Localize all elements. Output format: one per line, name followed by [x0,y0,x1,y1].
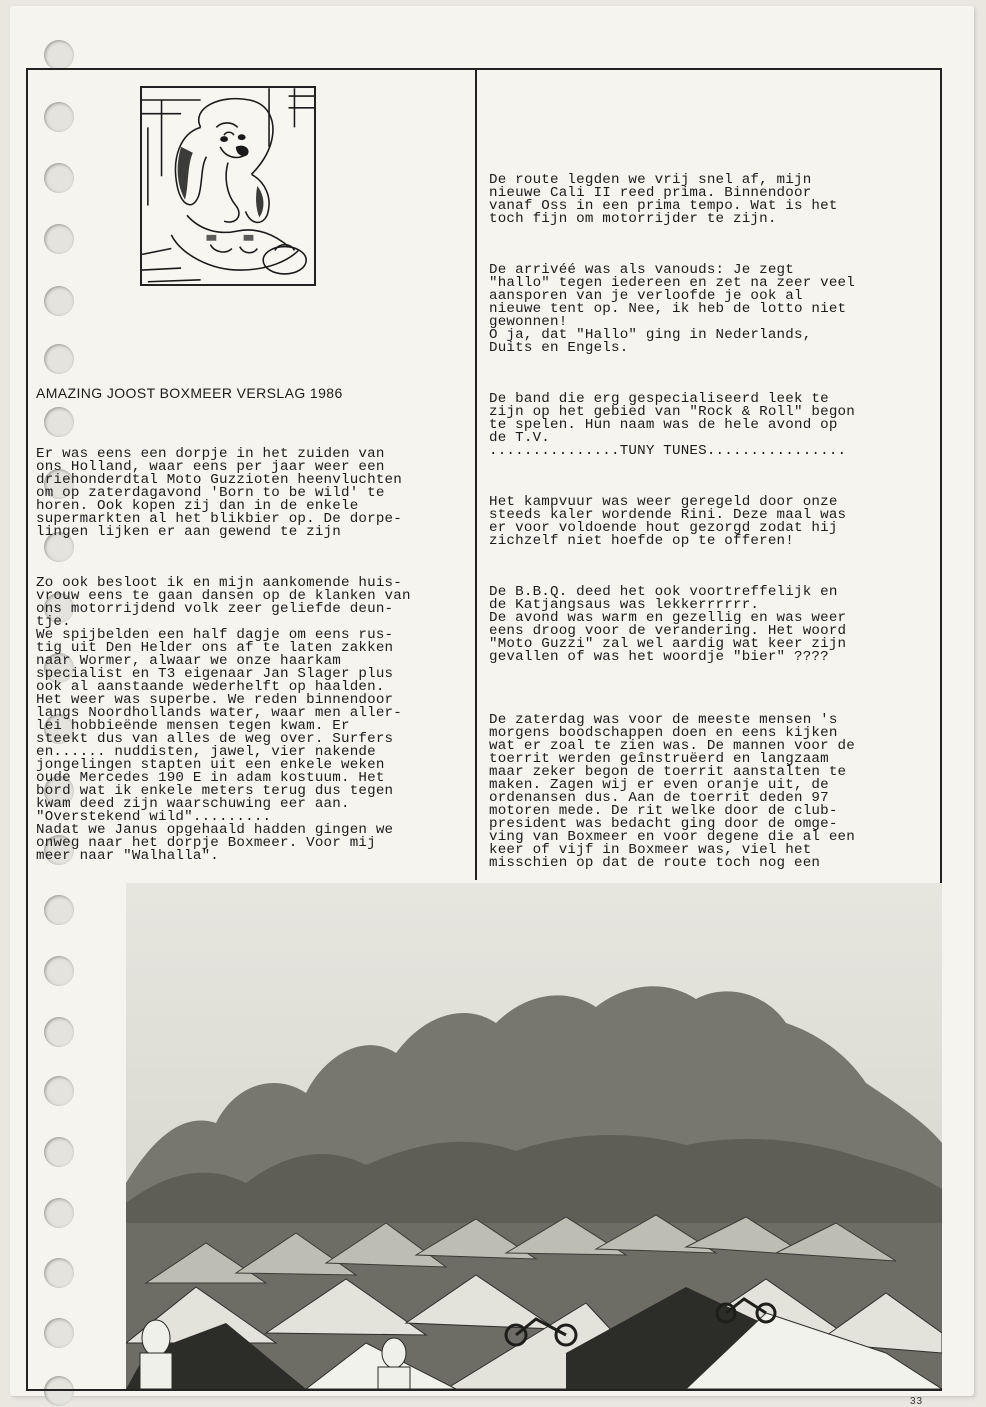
left-column [36,361,468,888]
page-number: 33 [910,1396,924,1407]
paragraph: De B.B.Q. deed het ook voortreffelijk en de Katjangsaus was lekkerrrrrr. De avond was warm en gezellig en was weer eens droog voor de verandering. Het woord "Moto Guzzi" zal wel aardig wat keer zijn gevallen of was het woordje "bier" ???? [489,584,847,665]
paragraph: De arrivéé was als vanouds: Je zegt "hallo" tegen iedereen en zet na zeer veel aansporen van je verloofde je ook al nieuwe tent op. Nee, ik heb de lotto niet gewonnen! O ja, dat "Hallo" ging in Nederlands, Duits en Engels. [489,262,855,356]
paragraph: De zaterdag was voor de meeste mensen 's morgens boodschappen doen en eens kijken wat er zoal te zien was. De mannen voor de toerrit werden geînstruëerd en langzaam maar zeker begon de toerrit aanstalten te maken. Zagen wij er even oranje uit, de ordenansen dus. Aan de toerrit deden 97 motoren mede. De rit welke door de club- president was bedacht ging door de omge- ving van Boxmeer en voor degene die al een keer of vijf in Boxmeer was, viel het misschien op dat de route toch nog een [489,712,855,871]
campsite-photo [126,883,942,1389]
right-column [489,148,929,922]
paragraph: Zo ook besloot ik en mijn aankomende huis- vrouw eens te gaan dansen op de klanken van ons motorrijdend volk zeer geliefde deun- tje. We spijbelden een half dagje om eens rus- tig uit Den Helder ons af te laten zakken naar Wormer, alwaar we onze haarkam specialist en T3 eigenaar Jan Slager plus ook al aanstaande wederhelft op haalden. Het weer was superbe. We reden binnendoor langs Noordhollands water, waar men aller- lei hobbieënde mensen tegen kwam. Er steekt dus van alles de weg over. Surfers en...... nuddisten, jawel, vier nakende jongelingen stapten uit een enkele weken oude Mercedes 190 E in adam kostuum. Het bord wat ik enkele meters terug dus tegen kwam deed zijn waarschuwing eer aan. "Overstekend wild"......... Nadat we Janus opgehaald hadden gingen we onweg naar het dorpje Boxmeer. Voor mij meer naar "Walhalla". [36,575,411,864]
column-divider [475,70,477,880]
paragraph: De band die erg gespecialiseerd leek te zijn op het gebied van "Rock & Roll" begon te spelen. Hun naam was de hele avond op de T.V. ...............TUNY TUNES................ [489,391,855,459]
binder-hole [44,40,74,70]
paragraph: Het kampvuur was weer geregeld door onze steeds kaler wordende Rini. Deze maal was er voor voldoende hout gezorgd zodat hij zichzelf niet hoefde op te offeren! [489,494,847,549]
bottom-rule [26,1389,942,1391]
article-title: AMAZING JOOST BOXMEER VERSLAG 1986 [36,385,343,401]
cartoon-dog-illustration [140,86,316,286]
paragraph: De route legden we vrij snel af, mijn nieuwe Cali II reed prima. Binnendoor vanaf Oss in een prima tempo. Wat is het toch fijn om motorrijder te zijn. [489,172,838,227]
paragraph: Er was eens een dorpje in het zuiden van ons Holland, waar eens per jaar weer een driehonderdtal Moto Guzzioten heenvluchten om op zaterdagavond 'Born to be wild' te horen. Ook kopen zij dan in de enkele supermarkten al het blikbier op. De dorpe- lingen lijken er aan gewend te zijn [36,446,402,540]
